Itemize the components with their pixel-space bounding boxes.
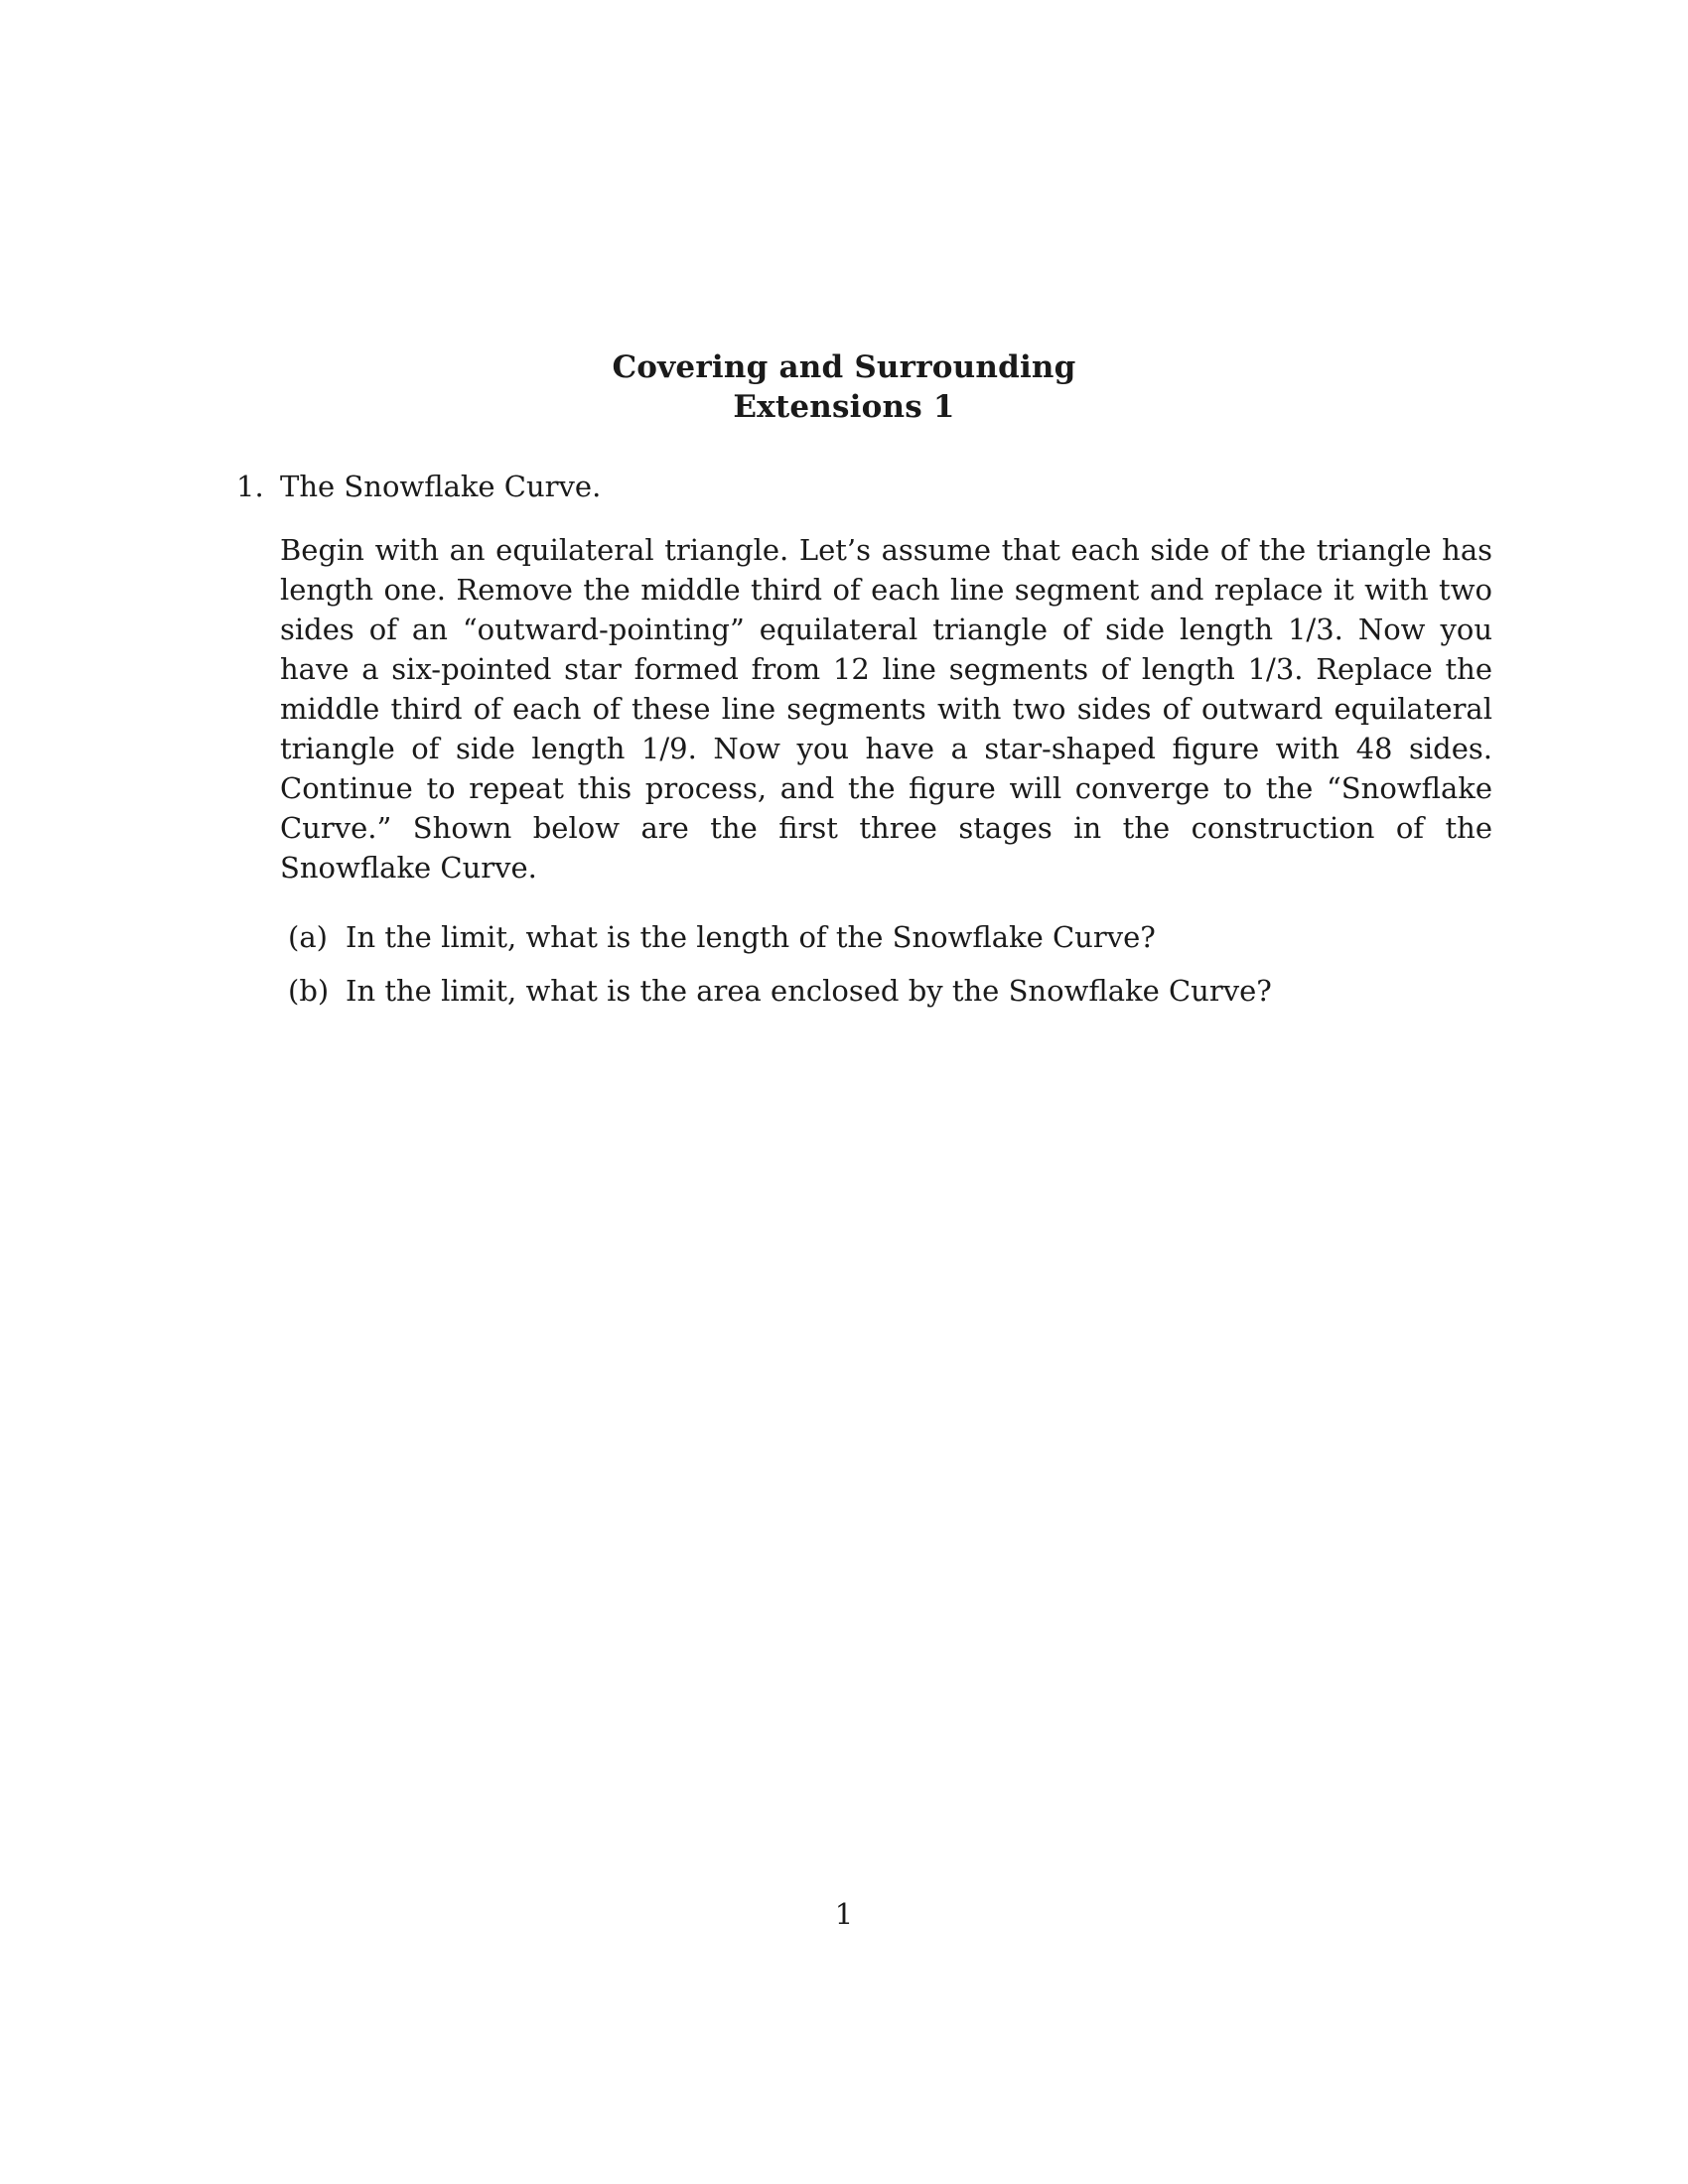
document-title: Covering and Surrounding [612, 349, 1076, 385]
subpart-b [288, 971, 1492, 1011]
subpart-text: In the limit, what is the length of the Snowflake Curve? [346, 920, 1156, 954]
title-block [0, 347, 1688, 427]
problem-body: Begin with an equilateral triangle. Let’s assume that each side of the triangle has length one. Remove the middle third of each line segment and replace it with two sides of an “outward-pointing” equilateral triangle of side length 1/3. Now you have a six-pointed star formed from 12 line segments of length 1/3. Replace the middle third of each of these line segments with two sides of outward equilateral triangle of side length 1/9. Now you have a star-shaped figure with 48 sides. Continue to repeat this process, and the figure will converge to the “Snowflake Curve.” Shown below are the first three stages in the construction of the Snowflake Curve. [280, 533, 1492, 885]
subpart-a [288, 917, 1492, 957]
page-number: 1 [834, 1897, 854, 1931]
problem-heading: The Snowflake Curve. [280, 470, 602, 503]
subpart-label: (a) [288, 920, 328, 954]
problem-number: 1. [236, 470, 264, 503]
problem-1 [236, 467, 1492, 1024]
subpart-list [288, 917, 1492, 1011]
document-subtitle: Extensions 1 [733, 389, 955, 425]
subpart-text: In the limit, what is the area enclosed by the Snowflake Curve? [346, 974, 1272, 1008]
subpart-label: (b) [288, 974, 330, 1008]
problem-heading-row [236, 467, 1492, 506]
